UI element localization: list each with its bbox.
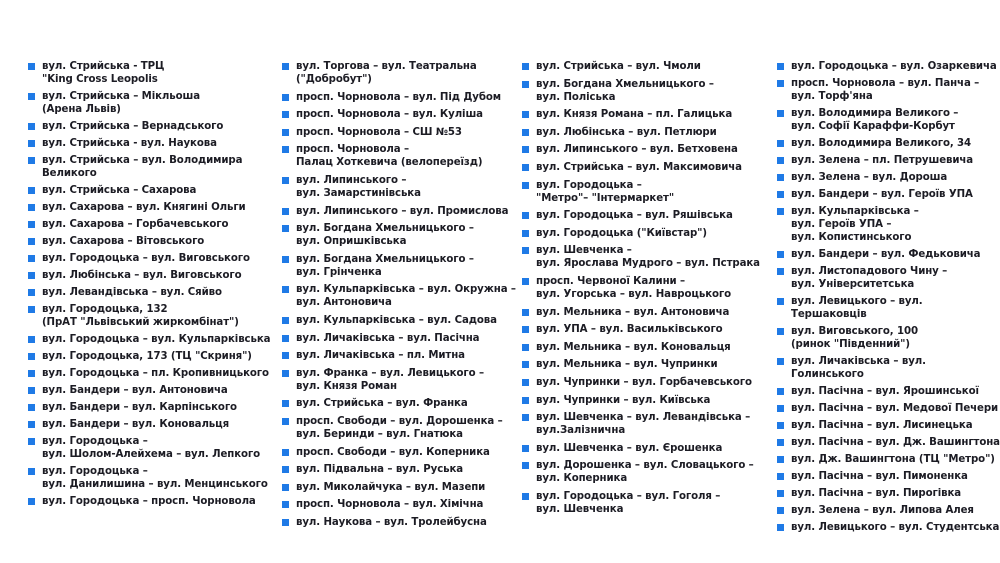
list-item-text: просп. Чорновола – вул. Під Дубом xyxy=(296,91,501,103)
square-bullet-icon xyxy=(522,309,529,316)
list-item xyxy=(522,394,767,407)
list-item-text: вул. Городоцька – вул. Виговського xyxy=(42,253,250,264)
list-item xyxy=(28,465,273,491)
list-item xyxy=(282,91,517,104)
list-item-text: вул. Мельника – вул. Коновальця xyxy=(536,341,731,353)
list-item xyxy=(282,314,517,327)
list-item-text: вул. Стрийська – вул. Чмоли xyxy=(536,61,701,72)
square-bullet-icon xyxy=(282,208,289,215)
list-item xyxy=(777,295,1000,321)
square-bullet-icon xyxy=(522,361,529,368)
list-item xyxy=(522,411,767,437)
list-item xyxy=(28,120,273,133)
square-bullet-icon xyxy=(282,519,289,526)
list-item-text: вул. Левандівська – вул. Сяйво xyxy=(42,287,222,298)
square-bullet-icon xyxy=(777,157,784,164)
list-item-text: вул. Зелена – вул. Дороша xyxy=(791,172,948,183)
square-bullet-icon xyxy=(522,63,529,70)
list-item-text: вул. Липинського – вул. Бетховена xyxy=(536,144,738,156)
square-bullet-icon xyxy=(522,414,529,421)
square-bullet-icon xyxy=(282,335,289,342)
list-item xyxy=(522,459,767,485)
list-item-text: вул. Виговського, 100 (ринок "Південний") xyxy=(791,326,918,350)
square-bullet-icon xyxy=(282,418,289,425)
square-bullet-icon xyxy=(28,238,35,245)
list-item xyxy=(522,442,767,455)
list-item-text: вул. Любінська – вул. Петлюри xyxy=(536,126,717,138)
list-item-text: вул. УПА – вул. Васильківського xyxy=(536,324,723,336)
square-bullet-icon xyxy=(522,397,529,404)
list-item-text: вул. Франка – вул. Левицького – вул. Князя Роман xyxy=(296,367,484,392)
list-item-text: вул. Богдана Хмельницького – вул. Опришківська xyxy=(296,223,474,248)
square-bullet-icon xyxy=(777,251,784,258)
list-item xyxy=(282,174,517,200)
list-item xyxy=(522,275,767,301)
list-item-text: вул. Кульпарківська – вул. Окружна – вул. Антоновича xyxy=(296,284,516,309)
list-item xyxy=(282,283,517,309)
square-bullet-icon xyxy=(522,212,529,219)
column-4 xyxy=(777,60,1000,538)
square-bullet-icon xyxy=(28,353,35,360)
square-bullet-icon xyxy=(522,344,529,351)
list-item xyxy=(777,355,1000,381)
square-bullet-icon xyxy=(28,468,35,475)
list-item xyxy=(777,154,1000,167)
square-bullet-icon xyxy=(522,164,529,171)
list-item xyxy=(282,349,517,362)
list-item xyxy=(522,161,767,174)
list-item-text: вул. Городоцька – "Метро"– "Інтермаркет" xyxy=(536,179,675,204)
list-item-text: просп. Червоної Калини – вул. Угорська – вул. Навроцького xyxy=(536,275,732,300)
list-item-text: вул. Стрийська – вул. Максимовича xyxy=(536,161,742,173)
square-bullet-icon xyxy=(777,268,784,275)
list-item xyxy=(777,402,1000,415)
list-item xyxy=(282,143,517,169)
square-bullet-icon xyxy=(28,157,35,164)
list-item xyxy=(28,401,273,414)
list-item xyxy=(522,376,767,389)
list-item-text: вул. Любінська – вул. Виговського xyxy=(42,270,242,281)
list-item-text: вул. Сахарова – вул. Княгині Ольги xyxy=(42,202,246,213)
column-2 xyxy=(282,60,517,533)
square-bullet-icon xyxy=(282,111,289,118)
square-bullet-icon xyxy=(282,146,289,153)
list-item-text: вул. Бандери – вул. Героїв УПА xyxy=(791,189,973,200)
list-item xyxy=(522,60,767,73)
square-bullet-icon xyxy=(282,286,289,293)
list-item-text: вул. Шевченка – вул. Єрошенка xyxy=(536,442,723,454)
list-item-text: вул. Володимира Великого, 34 xyxy=(791,138,972,149)
square-bullet-icon xyxy=(777,456,784,463)
list-item xyxy=(522,108,767,121)
square-bullet-icon xyxy=(282,466,289,473)
square-bullet-icon xyxy=(282,370,289,377)
list-item xyxy=(777,107,1000,133)
list-item xyxy=(28,201,273,214)
square-bullet-icon xyxy=(28,123,35,130)
list-item xyxy=(522,358,767,371)
list-item xyxy=(282,126,517,139)
list-item-text: вул. Бандери – вул. Карпінського xyxy=(42,402,237,413)
list-item xyxy=(28,137,273,150)
list-item-text: просп. Чорновола – вул. Куліша xyxy=(296,109,483,121)
square-bullet-icon xyxy=(522,493,529,500)
square-bullet-icon xyxy=(777,507,784,514)
list-item xyxy=(28,252,273,265)
list-item-text: вул. Городоцька – вул. Озаркевича xyxy=(791,61,997,72)
list-item-text: вул. Городоцька, 173 (ТЦ "Скриня") xyxy=(42,351,252,362)
square-bullet-icon xyxy=(28,272,35,279)
list-item-text: вул. Чупринки – вул. Горбачевського xyxy=(536,376,752,388)
list-item-text: вул. Личаківська – пл. Митна xyxy=(296,350,465,362)
list-item xyxy=(777,205,1000,244)
list-item-text: вул. Городоцька, 132 (ПрАТ "Львівський жиркомбінат") xyxy=(42,304,239,328)
column-1 xyxy=(28,60,273,512)
list-item xyxy=(282,222,517,248)
list-item xyxy=(522,323,767,336)
list-item xyxy=(777,419,1000,432)
list-item xyxy=(28,435,273,461)
square-bullet-icon xyxy=(522,129,529,136)
square-bullet-icon xyxy=(28,438,35,445)
square-bullet-icon xyxy=(28,289,35,296)
square-bullet-icon xyxy=(28,63,35,70)
list-item xyxy=(522,227,767,240)
list-item xyxy=(522,490,767,516)
list-item-text: вул. Сахарова – Вітовського xyxy=(42,236,205,247)
list-item-text: вул. Шевченка – вул. Ярослава Мудрого – вул. Пстрака xyxy=(536,245,760,270)
list-item-text: просп. Чорновола – вул. Хімічна xyxy=(296,499,484,511)
list-item-text: вул. Городоцька – пл. Кропивницького xyxy=(42,368,269,379)
list-item xyxy=(28,384,273,397)
square-bullet-icon xyxy=(282,225,289,232)
list-item-text: вул. Мельника – вул. Чупринки xyxy=(536,359,718,371)
list-item-text: вул. Личаківська – вул. Пасічна xyxy=(296,332,480,344)
list-item xyxy=(282,367,517,393)
list-item-text: вул. Листопадового Чину – вул. Університетська xyxy=(791,266,948,290)
list-item xyxy=(777,504,1000,517)
square-bullet-icon xyxy=(282,129,289,136)
list-item xyxy=(282,481,517,494)
square-bullet-icon xyxy=(777,405,784,412)
square-bullet-icon xyxy=(522,230,529,237)
list-item-text: вул. Городоцька – вул. Шолом-Алейхема – вул. Лепкого xyxy=(42,436,261,460)
list-item-text: вул. Городоцька – просп. Чорновола xyxy=(42,496,256,507)
square-bullet-icon xyxy=(522,111,529,118)
list-item xyxy=(282,397,517,410)
square-bullet-icon xyxy=(28,404,35,411)
list-item-text: просп. Чорновола – СШ №53 xyxy=(296,126,462,138)
list-item xyxy=(28,367,273,380)
square-bullet-icon xyxy=(777,80,784,87)
list-item xyxy=(777,385,1000,398)
square-bullet-icon xyxy=(282,484,289,491)
list-item-text: вул. Кульпарківська – вул. Садова xyxy=(296,314,497,326)
list-item-text: вул. Дорошенка – вул. Словацького – вул. Коперника xyxy=(536,460,754,485)
list-item xyxy=(28,154,273,180)
list-item xyxy=(28,350,273,363)
square-bullet-icon xyxy=(777,422,784,429)
list-item xyxy=(28,495,273,508)
list-item-text: вул. Торгова – вул. Театральна ("Добробут") xyxy=(296,61,477,85)
list-item xyxy=(28,333,273,346)
list-item-text: вул. Мельника – вул. Антоновича xyxy=(536,306,730,318)
list-item xyxy=(282,446,517,459)
list-item xyxy=(522,126,767,139)
list-item-text: вул. Стрийська – вул. Франка xyxy=(296,398,468,410)
square-bullet-icon xyxy=(777,140,784,147)
square-bullet-icon xyxy=(282,177,289,184)
square-bullet-icon xyxy=(777,208,784,215)
list-item-text: вул. Підвальна – вул. Руська xyxy=(296,464,464,476)
square-bullet-icon xyxy=(777,328,784,335)
square-bullet-icon xyxy=(777,191,784,198)
list-item xyxy=(282,108,517,121)
square-bullet-icon xyxy=(777,110,784,117)
list-item-text: вул. Кульпарківська – вул. Героїв УПА – вул. Копистинського xyxy=(791,206,919,243)
list-item-text: вул. Чупринки – вул. Київська xyxy=(536,394,711,406)
list-item xyxy=(282,332,517,345)
list-item xyxy=(522,244,767,270)
square-bullet-icon xyxy=(777,298,784,305)
list-item-text: вул. Пасічна – вул. Дж. Вашингтона xyxy=(791,437,1000,448)
list-item-text: вул. Левицького – вул. Студентська xyxy=(791,522,1000,533)
list-item xyxy=(282,498,517,511)
list-item xyxy=(777,188,1000,201)
list-item-text: вул. Бандери – вул. Федьковича xyxy=(791,249,981,260)
list-item-text: вул. Пасічна – вул. Пимоненка xyxy=(791,471,968,482)
list-item xyxy=(777,453,1000,466)
square-bullet-icon xyxy=(28,187,35,194)
list-item-text: вул. Зелена – пл. Петрушевича xyxy=(791,155,974,166)
square-bullet-icon xyxy=(522,146,529,153)
square-bullet-icon xyxy=(522,182,529,189)
list-item-text: вул. Стрийська – Сахарова xyxy=(42,185,197,196)
list-item xyxy=(28,184,273,197)
list-item xyxy=(777,171,1000,184)
list-item xyxy=(282,415,517,441)
list-item-text: вул. Стрийська – Вернадського xyxy=(42,121,224,132)
list-item-text: вул. Городоцька – вул. Кульпарківська xyxy=(42,334,271,345)
square-bullet-icon xyxy=(282,400,289,407)
square-bullet-icon xyxy=(282,256,289,263)
column-3 xyxy=(522,60,767,520)
list-item xyxy=(777,248,1000,261)
square-bullet-icon xyxy=(28,421,35,428)
list-item-text: вул. Богдана Хмельницького – вул. Поліська xyxy=(536,78,714,103)
list-item xyxy=(522,179,767,205)
square-bullet-icon xyxy=(28,255,35,262)
list-item xyxy=(522,209,767,222)
list-item xyxy=(777,470,1000,483)
list-item-text: вул. Бандери – вул. Коновальця xyxy=(42,419,230,430)
square-bullet-icon xyxy=(777,490,784,497)
square-bullet-icon xyxy=(282,94,289,101)
square-bullet-icon xyxy=(28,140,35,147)
square-bullet-icon xyxy=(28,306,35,313)
square-bullet-icon xyxy=(282,63,289,70)
square-bullet-icon xyxy=(777,63,784,70)
square-bullet-icon xyxy=(522,462,529,469)
square-bullet-icon xyxy=(777,388,784,395)
square-bullet-icon xyxy=(28,221,35,228)
list-item xyxy=(282,205,517,218)
square-bullet-icon xyxy=(777,524,784,531)
list-item xyxy=(282,253,517,279)
list-item-text: вул. Городоцька – вул. Данилишина – вул. Менцинського xyxy=(42,466,268,490)
list-item xyxy=(28,60,273,86)
list-item xyxy=(28,286,273,299)
list-item-text: вул. Стрийська – вул. Володимира Великого xyxy=(42,155,243,179)
square-bullet-icon xyxy=(777,174,784,181)
square-bullet-icon xyxy=(777,439,784,446)
list-item-text: вул. Зелена – вул. Липова Алея xyxy=(791,505,974,516)
list-item-text: вул. Городоцька ("Київстар") xyxy=(536,227,707,239)
list-item xyxy=(282,463,517,476)
list-item xyxy=(777,77,1000,103)
list-item xyxy=(28,418,273,431)
square-bullet-icon xyxy=(282,352,289,359)
list-item-text: просп. Чорновола – Палац Хоткевича (велопереїзд) xyxy=(296,144,483,169)
square-bullet-icon xyxy=(28,336,35,343)
list-item xyxy=(28,90,273,116)
square-bullet-icon xyxy=(522,81,529,88)
square-bullet-icon xyxy=(28,387,35,394)
list-item-text: вул. Городоцька – вул. Гоголя – вул. Шевченка xyxy=(536,490,721,515)
list-item-text: вул. Стрийська – Мікльоша (Арена Львів) xyxy=(42,91,201,115)
list-item-text: просп. Свободи – вул. Коперника xyxy=(296,446,490,458)
list-item-text: вул. Пасічна – вул. Ярошинської xyxy=(791,386,979,397)
list-item-text: вул. Миколайчука – вул. Мазепи xyxy=(296,481,486,493)
list-item xyxy=(28,218,273,231)
list-item-text: просп. Чорновола – вул. Панча – вул. Торф'яна xyxy=(791,78,980,102)
list-item xyxy=(522,143,767,156)
list-item-text: вул. Пасічна – вул. Медової Печери xyxy=(791,403,999,414)
list-item-text: вул. Левицького – вул. Тершаковців xyxy=(791,296,923,320)
list-item xyxy=(28,303,273,329)
square-bullet-icon xyxy=(282,317,289,324)
square-bullet-icon xyxy=(28,93,35,100)
list-item-text: вул. Володимира Великого – вул. Софії Караффи-Корбут xyxy=(791,108,959,132)
list-item-text: вул. Пасічна – вул. Лисинецька xyxy=(791,420,973,431)
square-bullet-icon xyxy=(522,326,529,333)
list-item xyxy=(777,436,1000,449)
square-bullet-icon xyxy=(28,204,35,211)
square-bullet-icon xyxy=(777,473,784,480)
square-bullet-icon xyxy=(282,449,289,456)
list-item-text: вул. Пасічна – вул. Пирогівка xyxy=(791,488,962,499)
square-bullet-icon xyxy=(28,370,35,377)
list-item-text: вул. Дж. Вашингтона (ТЦ "Метро") xyxy=(791,454,995,465)
square-bullet-icon xyxy=(522,445,529,452)
list-item-text: вул. Липинського – вул. Замарстинівська xyxy=(296,174,421,199)
list-item xyxy=(28,269,273,282)
list-item xyxy=(522,341,767,354)
square-bullet-icon xyxy=(777,358,784,365)
list-item xyxy=(777,265,1000,291)
list-item xyxy=(282,516,517,529)
list-item xyxy=(522,306,767,319)
square-bullet-icon xyxy=(522,247,529,254)
list-item xyxy=(282,60,517,86)
square-bullet-icon xyxy=(282,501,289,508)
list-item xyxy=(28,235,273,248)
list-item xyxy=(777,137,1000,150)
list-item xyxy=(522,78,767,104)
list-item-text: вул. Стрийська - вул. Наукова xyxy=(42,138,217,149)
list-item-text: вул. Бандери – вул. Антоновича xyxy=(42,385,228,396)
list-item-text: вул. Стрийська - ТРЦ "King Cross Leopolis xyxy=(42,61,165,85)
list-item-text: вул. Князя Романа – пл. Галицька xyxy=(536,109,733,121)
list-item-text: просп. Свободи – вул. Дорошенка – вул. Беринди – вул. Гнатюка xyxy=(296,415,503,440)
list-item-text: вул. Городоцька – вул. Ряшівська xyxy=(536,210,733,222)
list-item-text: вул. Липинського – вул. Промислова xyxy=(296,205,509,217)
list-item xyxy=(777,325,1000,351)
list-item xyxy=(777,60,1000,73)
square-bullet-icon xyxy=(28,498,35,505)
list-item xyxy=(777,487,1000,500)
list-item-text: вул. Сахарова – Горбачевського xyxy=(42,219,229,230)
list-item xyxy=(777,521,1000,534)
square-bullet-icon xyxy=(522,379,529,386)
list-item-text: вул. Шевченка – вул. Левандівська – вул.Залізнична xyxy=(536,412,751,437)
list-item-text: вул. Наукова – вул. Тролейбусна xyxy=(296,516,487,528)
list-item-text: вул. Богдана Хмельницького – вул. Грінченка xyxy=(296,253,474,278)
square-bullet-icon xyxy=(522,278,529,285)
list-item-text: вул. Личаківська – вул. Голинського xyxy=(791,356,926,380)
